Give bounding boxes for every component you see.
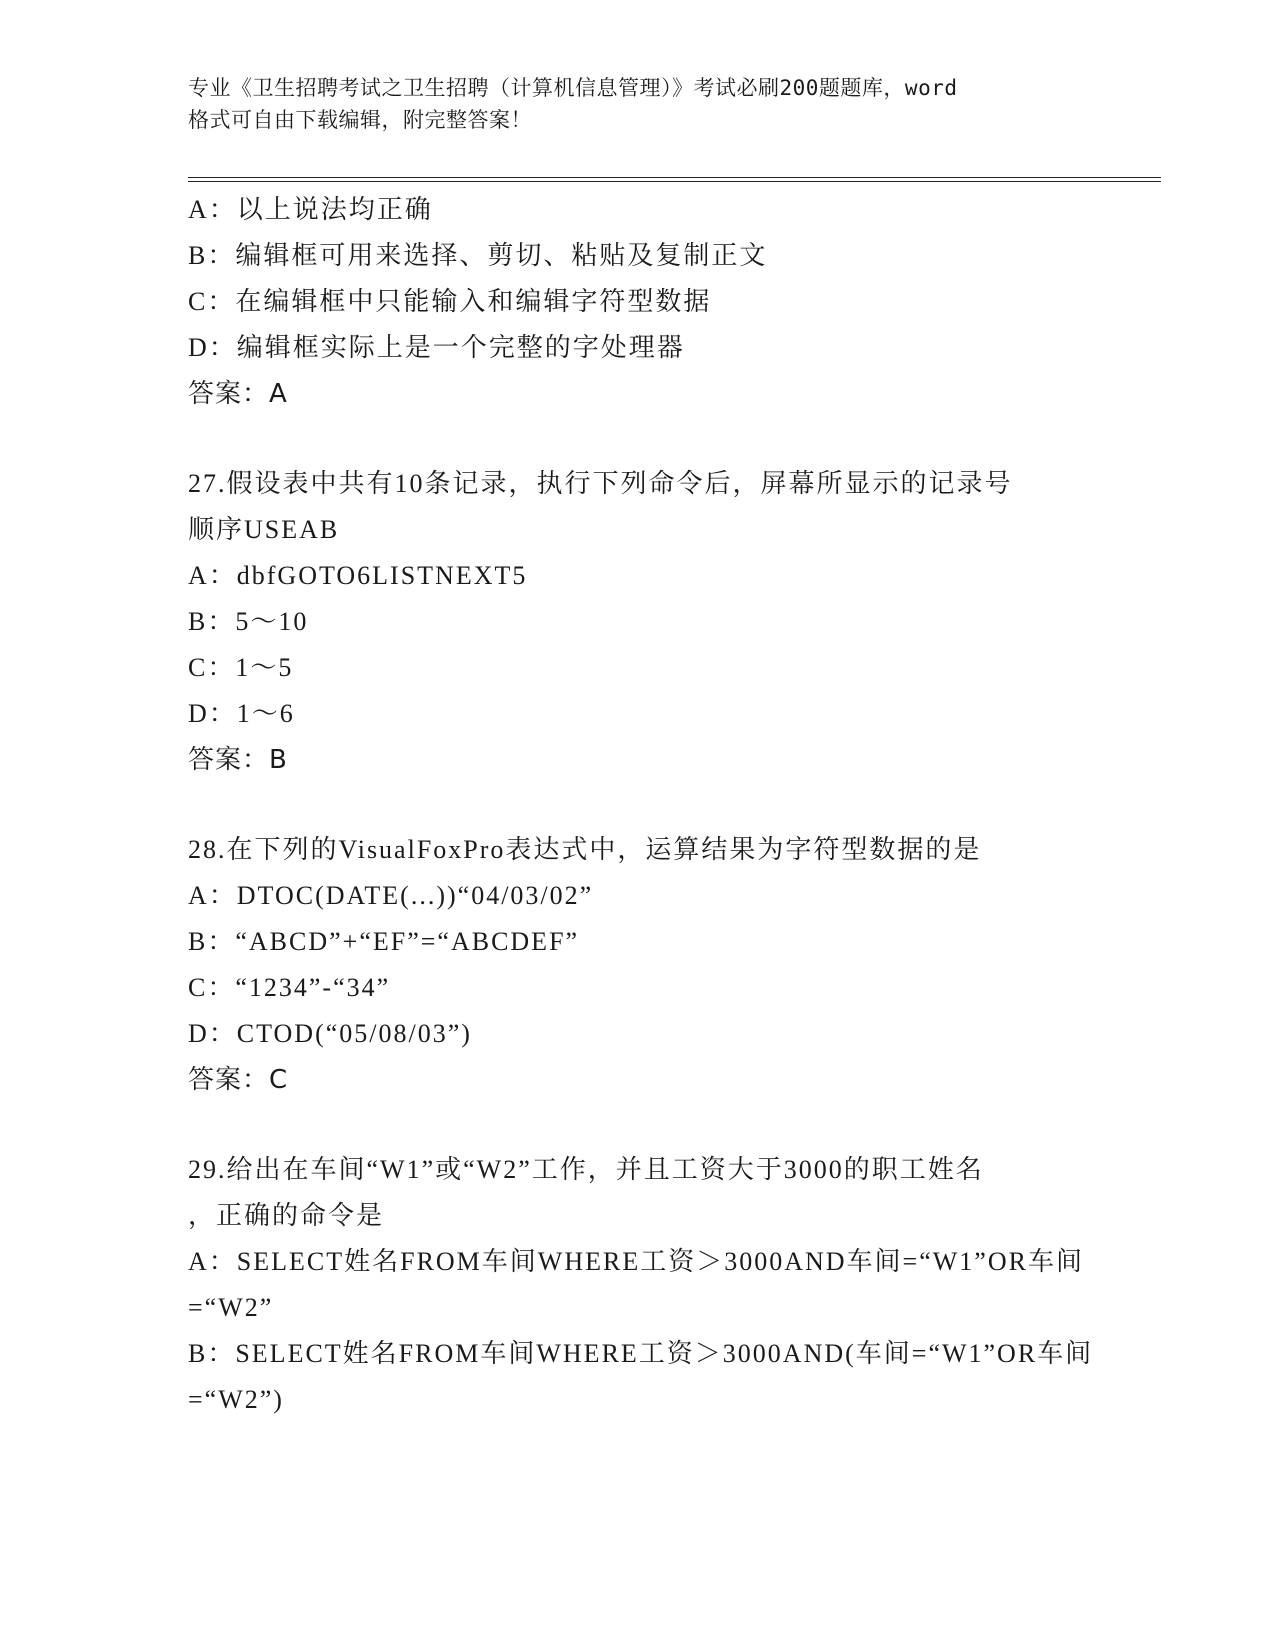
option-b: B：SELECT姓名FROM车间WHERE工资＞3000AND(车间=“W1”OR车间 <box>188 1339 1094 1368</box>
answer: 答案：B <box>188 745 288 775</box>
spacer <box>188 1103 1068 1147</box>
option-a-continued: =“W2” <box>188 1293 274 1322</box>
option-c: C：“1234”-“34” <box>188 973 391 1002</box>
question-28 <box>188 827 1068 1103</box>
question-26-tail <box>188 187 1068 417</box>
spacer <box>188 417 1068 461</box>
question-stem-line: 顺序USEAB <box>188 515 340 544</box>
option-b: B：5～10 <box>188 607 309 636</box>
option-d: D：编辑框实际上是一个完整的字处理器 <box>188 333 685 362</box>
question-stem-line: 27.假设表中共有10条记录，执行下列命令后，屏幕所显示的记录号 <box>188 469 1013 498</box>
question-content <box>188 187 1094 1423</box>
header-divider <box>188 177 1161 182</box>
question-stem-line: ，正确的命令是 <box>188 1201 385 1230</box>
option-a: A：以上说法均正确 <box>188 195 433 224</box>
option-a: A：DTOC(DATE(...))“04/03/02” <box>188 881 594 910</box>
question-stem-line: 28.在下列的VisualFoxPro表达式中，运算结果为字符型数据的是 <box>188 835 982 864</box>
header-line-2: 格式可自由下载编辑，附完整答案！ <box>188 108 532 132</box>
question-29 <box>188 1147 1094 1423</box>
option-d: D：1～6 <box>188 699 295 728</box>
question-27 <box>188 461 1068 783</box>
header-line-1: 专业《卫生招聘考试之卫生招聘（计算机信息管理）》考试必刷200题题库，word <box>188 76 958 100</box>
option-c: C：在编辑框中只能输入和编辑字符型数据 <box>188 287 712 316</box>
option-a: A：dbfGOTO6LISTNEXT5 <box>188 561 528 590</box>
option-b: B：“ABCD”+“EF”=“ABCDEF” <box>188 927 580 956</box>
answer: 答案：A <box>188 379 288 409</box>
spacer <box>188 783 1068 827</box>
option-b-continued: =“W2”) <box>188 1385 284 1414</box>
option-a: A：SELECT姓名FROM车间WHERE工资＞3000AND车间=“W1”OR车间 <box>188 1247 1084 1276</box>
option-c: C：1～5 <box>188 653 294 682</box>
option-d: D：CTOD(“05/08/03”) <box>188 1019 472 1048</box>
answer: 答案：C <box>188 1065 289 1095</box>
question-stem-line: 29.给出在车间“W1”或“W2”工作，并且工资大于3000的职工姓名 <box>188 1155 984 1184</box>
option-b: B：编辑框可用来选择、剪切、粘贴及复制正文 <box>188 241 768 270</box>
document-header <box>188 72 1088 136</box>
